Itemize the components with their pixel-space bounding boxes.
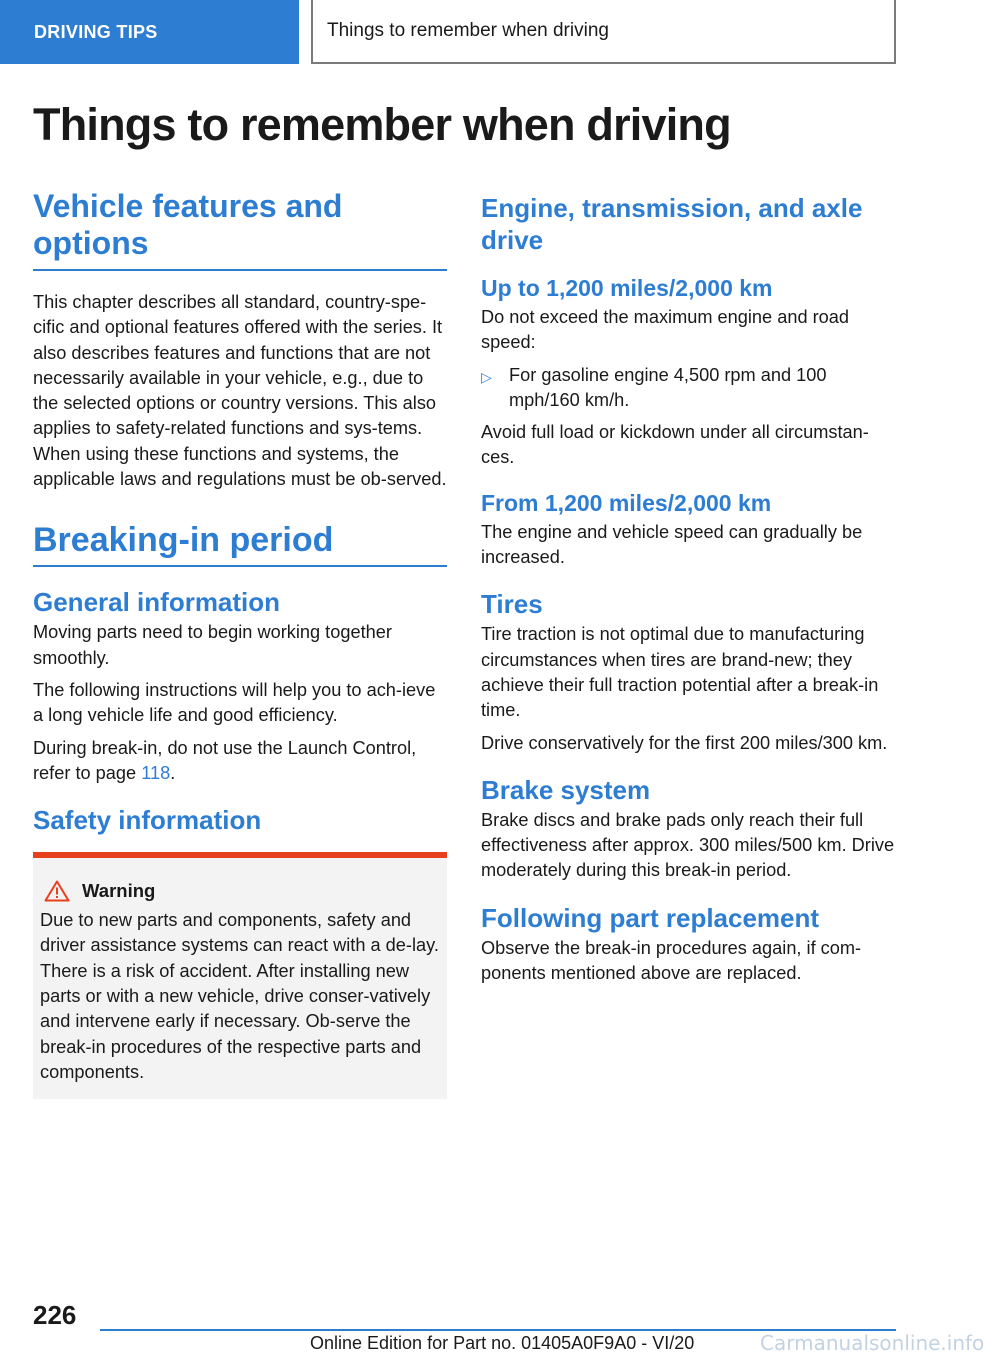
general-info-p3 — [33, 736, 447, 787]
page-number: 226 — [33, 1300, 77, 1330]
heading-from-1200: From 1,200 miles/2,000 km — [481, 489, 772, 516]
watermark: Carmanualsonline.info — [760, 1331, 984, 1355]
heading-general-information: General information — [33, 587, 281, 618]
tires-p1: Tire traction is not optimal due to manufacturing circumstances when tires are brand-new; they achieve their full traction potential after a break-in time. — [481, 624, 879, 721]
heading-up-to-1200: Up to 1,200 miles/2,000 km — [481, 275, 773, 301]
vehicle-features-text: This chapter describes all standard, country-spe-cific and optional features offered with the series. It also describes features and functions that are not necessarily available in your vehicle, e.g., due to the selected options or country versions. This also applies to safety-related functions and sys-tems. When using these functions and systems, the applicable laws and regulations must be ob-served. — [33, 292, 447, 490]
tires-p2: Drive conservatively for the first 200 miles/300 km. — [481, 732, 888, 753]
from-p1: The engine and vehicle speed can gradually be increased. — [481, 521, 863, 568]
heading-safety-information: Safety information — [33, 805, 262, 836]
bullet-text: For gasoline engine 4,500 rpm and 100 mph/160 km/h. — [509, 364, 827, 410]
warning-box — [33, 852, 447, 1099]
heading-brake-system: Brake system — [481, 774, 651, 805]
edition-text: Online Edition for Part no. 01405A0F9A0 - VI/20 — [310, 1333, 695, 1353]
heading-vehicle-features: Vehicle features and options — [33, 188, 447, 271]
page-title: Things to remember when driving — [33, 99, 731, 150]
triangle-bullet-icon: ▷ — [481, 368, 492, 385]
general-info-p3-end: . — [170, 762, 176, 783]
heading-part-replacement: Following part replacement — [481, 902, 820, 933]
warning-text: Due to new parts and components, safety and driver assistance systems can react with a de-lay. There is a risk of accident. After installing new parts or with a new vehicle, drive conser-vatively and intervene early if necessary. Ob-serve the break-in procedures of the respective parts and components. — [40, 910, 439, 1082]
warning-header — [40, 880, 439, 902]
heading-tires: Tires — [481, 589, 543, 620]
upto-p2: Avoid full load or kickdown under all circumstan-ces. — [481, 422, 869, 468]
parts-p1: Observe the break-in procedures again, if com-ponents mentioned above are replaced. — [481, 937, 862, 984]
left-column — [33, 188, 447, 1099]
brake-p1: Brake discs and brake pads only reach their full effectiveness after approx. 300 miles/500 km. Drive moderately during this break-in period. — [481, 809, 895, 881]
heading-breaking-in: Breaking-in period — [33, 520, 447, 567]
warning-label: Warning — [82, 880, 156, 902]
running-title: Things to remember when driving — [311, 0, 896, 64]
page-link-118[interactable]: 118 — [141, 762, 171, 783]
right-column — [481, 192, 897, 993]
heading-engine-transmission: Engine, transmission, and axle drive — [481, 193, 863, 255]
section-tab: DRIVING TIPS — [0, 0, 299, 64]
general-info-p2: The following instructions will help you to ach-ieve a long vehicle life and good efficiency. — [33, 679, 436, 726]
list-item — [481, 363, 897, 414]
general-info-p3-text: During break-in, do not use the Launch Control, refer to page — [33, 737, 417, 783]
warning-triangle-icon — [44, 880, 70, 902]
general-info-p1: Moving parts need to begin working together smoothly. — [33, 622, 392, 668]
upto-p1: Do not exceed the maximum engine and road speed: — [481, 307, 850, 353]
